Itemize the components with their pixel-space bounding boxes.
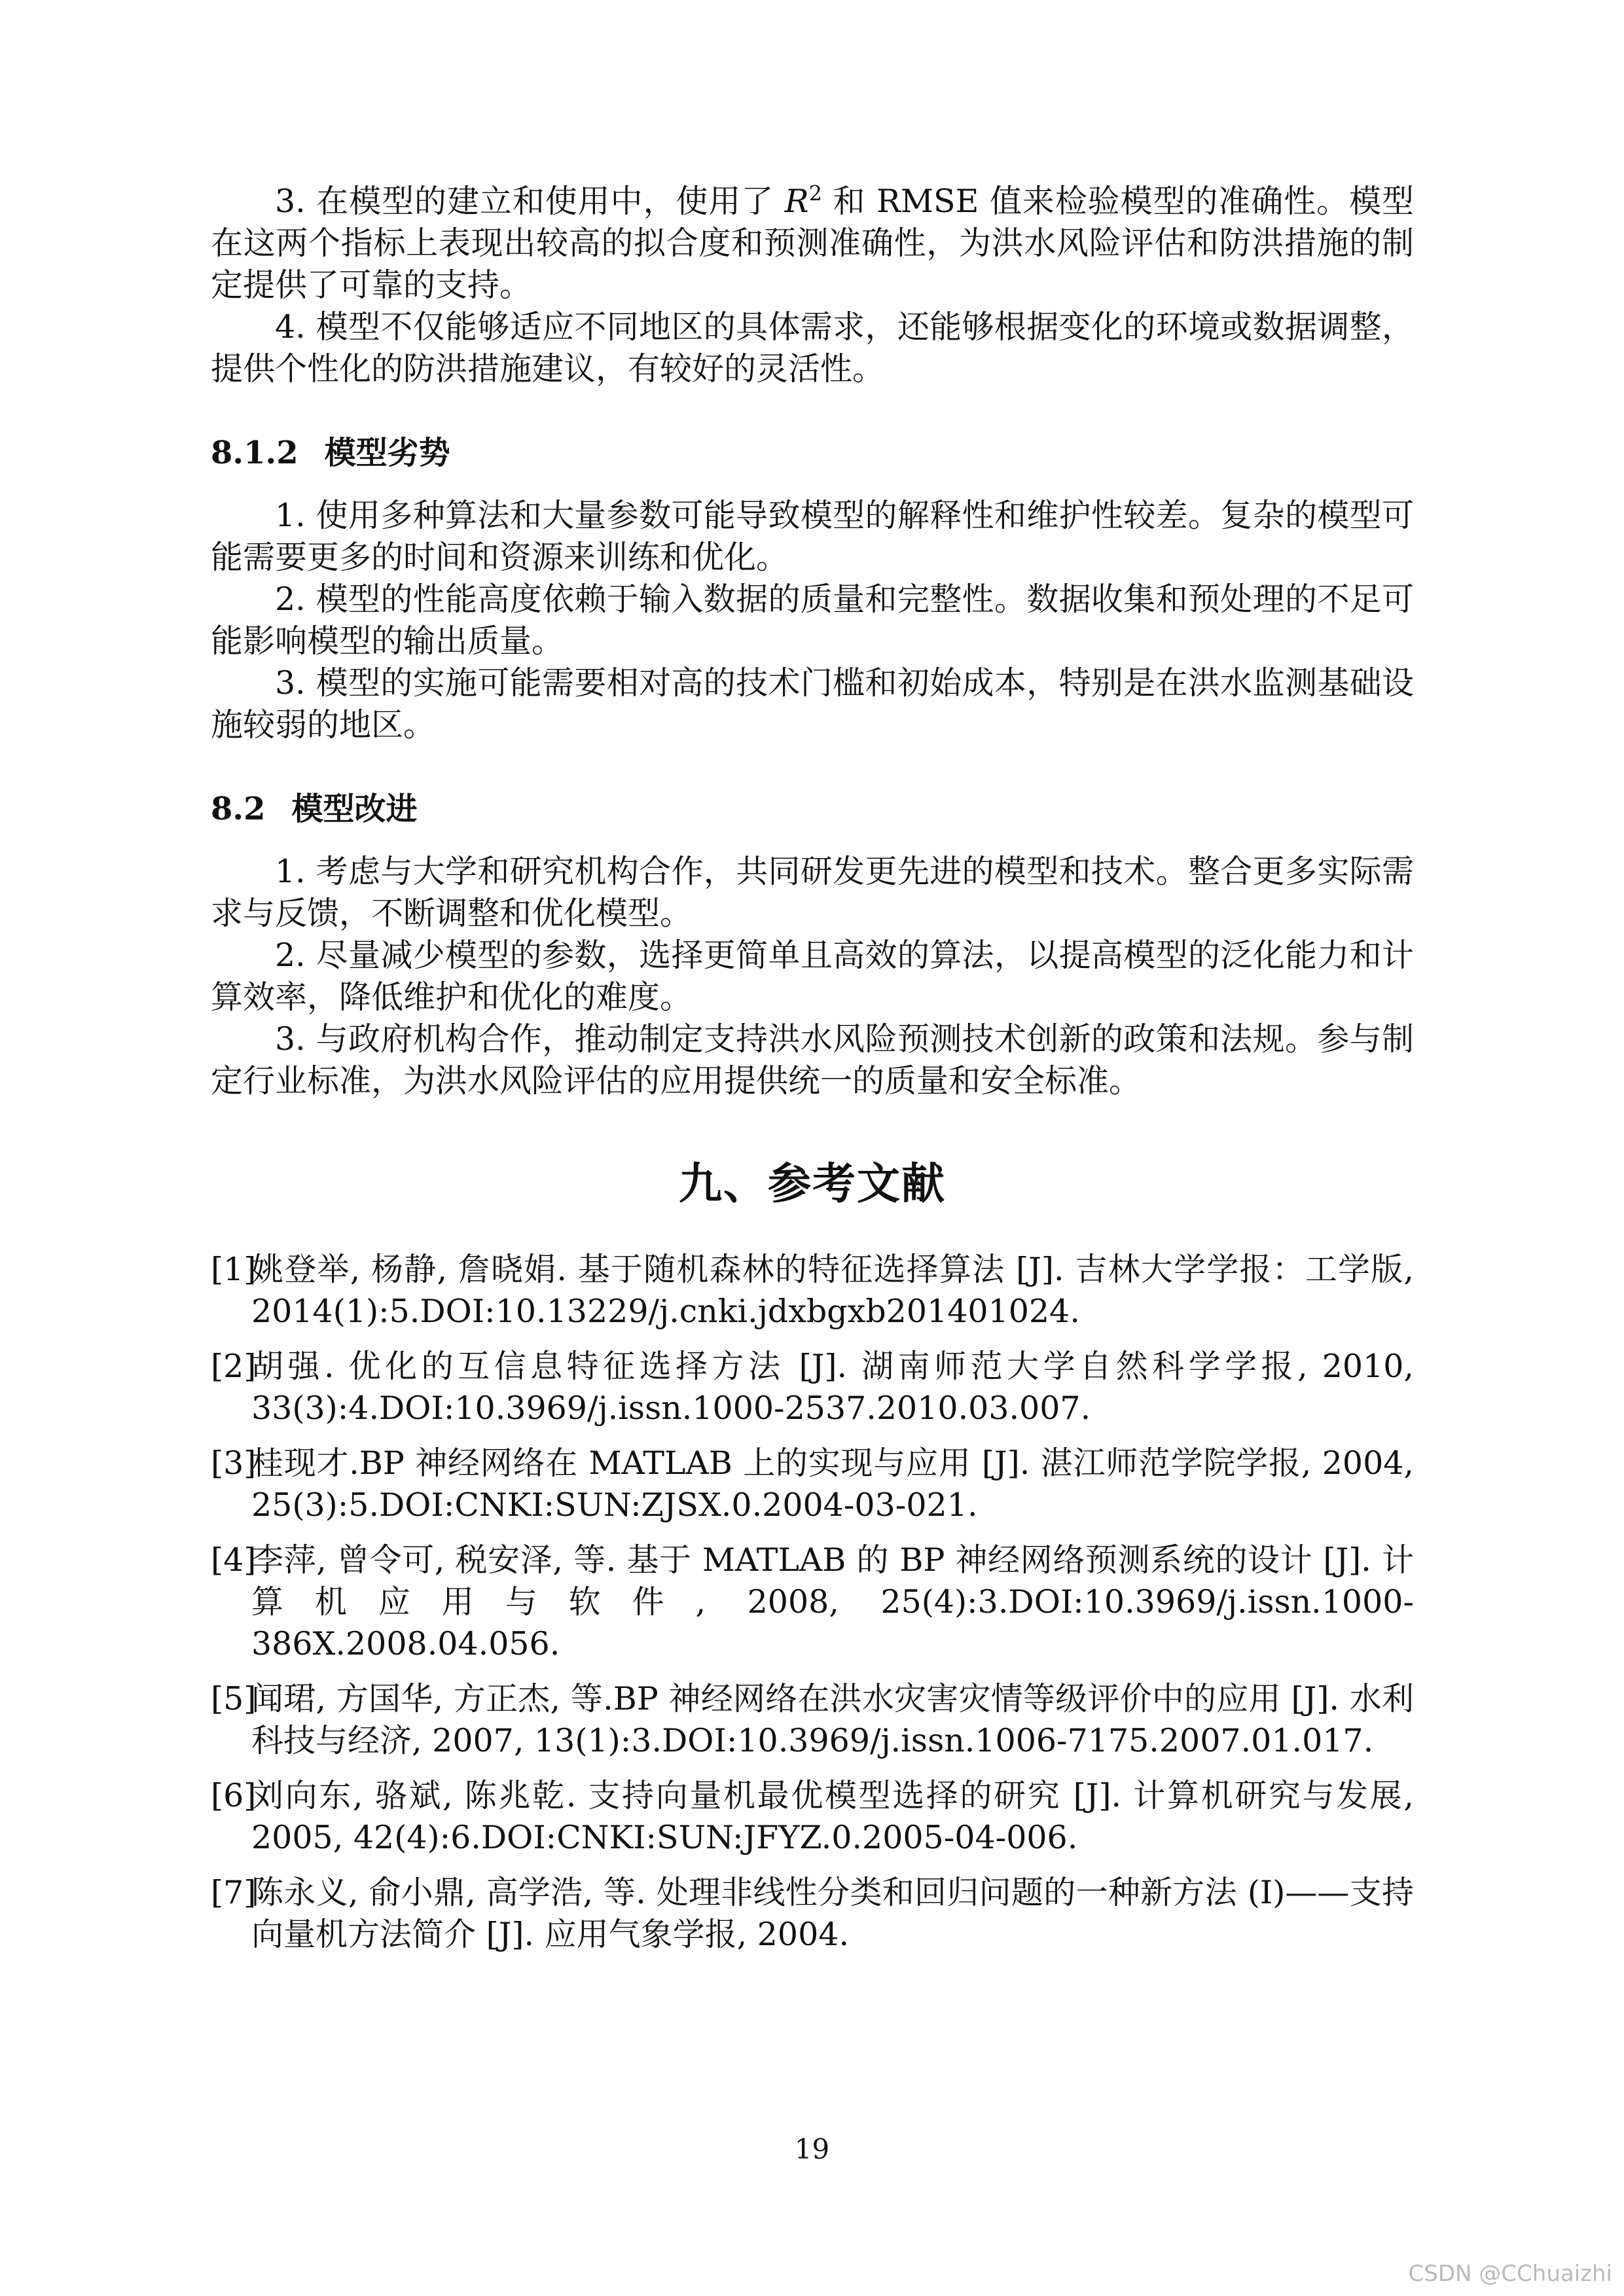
page-number: 19 <box>794 2133 830 2165</box>
section-heading-8-2 <box>211 788 1414 830</box>
chapter-title: 九、参考文献 <box>679 1158 946 1209</box>
section-number: 8.2 <box>211 791 266 827</box>
reference-list <box>211 1249 1414 1956</box>
section-title: 模型改进 <box>291 791 418 827</box>
section-number: 8.1.2 <box>211 435 298 471</box>
reference-tag: [1] <box>211 1251 257 1288</box>
reference-tag: [5] <box>211 1680 257 1717</box>
reference-tag: [4] <box>211 1541 257 1579</box>
text-run: 3. 在模型的建立和使用中，使用了 <box>275 183 785 220</box>
reference-text: 姚登举, 杨静, 詹晓娟. 基于随机森林的特征选择算法 [J]. 吉林大学学报：工学版, 2014(1):5.DOI:10.13229/j.cnki.jdxbgxb201401024. <box>251 1251 1414 1330</box>
reference-tag: [6] <box>211 1777 257 1814</box>
section-title: 模型劣势 <box>324 435 450 471</box>
reference-text: 李萍, 曾令可, 税安泽, 等. 基于 MATLAB 的 BP 神经网络预测系统的设计 [J]. 计算机应用与软件, 2008, 25(4):3.DOI:10.3969/j.issn.1000-386X.2008.04.056. <box>251 1541 1414 1662</box>
math-superscript: 2 <box>808 181 823 206</box>
text-run: 和 RMSE 值来检验模型的准确性。模型在这两个指标上表现出较高的拟合度和预测准确性，为洪水风险评估和防洪措施的制定提供了可靠的支持。 <box>211 183 1414 304</box>
disadvantage-item-1: 1. 使用多种算法和大量参数可能导致模型的解释性和维护性较差。复杂的模型可能需要更多的时间和资源来训练和优化。 <box>211 497 1414 576</box>
reference-item <box>211 1775 1414 1859</box>
reference-item <box>211 1249 1414 1333</box>
reference-text: 刘向东, 骆斌, 陈兆乾. 支持向量机最优模型选择的研究 [J]. 计算机研究与发展, 2005, 42(4):6.DOI:CNKI:SUN:JFYZ.0.2005-04-006. <box>251 1777 1414 1856</box>
disadvantage-item-3: 3. 模型的实施可能需要相对高的技术门槛和初始成本，特别是在洪水监测基础设施较弱的地区。 <box>211 664 1414 744</box>
improvement-item-2: 2. 尽量减少模型的参数，选择更简单且高效的算法，以提高模型的泛化能力和计算效率，降低维护和优化的难度。 <box>211 937 1414 1016</box>
reference-text: 桂现才.BP 神经网络在 MATLAB 上的实现与应用 [J]. 湛江师范学院学报, 2004, 25(3):5.DOI:CNKI:SUN:ZJSX.0.2004-03-021. <box>251 1444 1414 1524</box>
improvement-item-3: 3. 与政府机构合作，推动制定支持洪水风险预测技术创新的政策和法规。参与制定行业标准，为洪水风险评估的应用提供统一的质量和安全标准。 <box>211 1020 1414 1100</box>
reference-tag: [7] <box>211 1874 257 1911</box>
reference-item <box>211 1346 1414 1429</box>
page-content <box>211 181 1414 1969</box>
reference-item <box>211 1443 1414 1526</box>
reference-text: 闻珺, 方国华, 方正杰, 等.BP 神经网络在洪水灾害灾情等级评价中的应用 [J]. 水利科技与经济, 2007, 13(1):3.DOI:10.3969/j.issn.1006-7175.2007.01.017. <box>251 1680 1414 1759</box>
disadvantage-item-2: 2. 模型的性能高度依赖于输入数据的质量和完整性。数据收集和预处理的不足可能影响模型的输出质量。 <box>211 581 1414 660</box>
reference-text: 陈永义, 俞小鼎, 高学浩, 等. 处理非线性分类和回归问题的一种新方法 (I)——支持向量机方法简介 [J]. 应用气象学报, 2004. <box>251 1874 1414 1953</box>
math-variable: R <box>784 183 809 220</box>
section-heading-8-1-2 <box>211 432 1414 474</box>
summary-paragraph-4: 4. 模型不仅能够适应不同地区的具体需求，还能够根据变化的环境或数据调整，提供个性化的防洪措施建议，有较好的灵活性。 <box>211 308 1414 387</box>
summary-paragraph-3 <box>211 181 1414 306</box>
watermark: CSDN @CChuaizhi <box>1408 2261 1612 2287</box>
reference-text: 胡强. 优化的互信息特征选择方法 [J]. 湖南师范大学自然科学学报, 2010, 33(3):4.DOI:10.3969/j.issn.1000-2537.2010.03.007. <box>251 1348 1414 1427</box>
reference-tag: [2] <box>211 1348 257 1385</box>
reference-item <box>211 1872 1414 1956</box>
improvement-item-1: 1. 考虑与大学和研究机构合作，共同研发更先进的模型和技术。整合更多实际需求与反馈，不断调整和优化模型。 <box>211 853 1414 932</box>
reference-item <box>211 1539 1414 1665</box>
reference-item <box>211 1678 1414 1762</box>
reference-tag: [3] <box>211 1444 257 1482</box>
